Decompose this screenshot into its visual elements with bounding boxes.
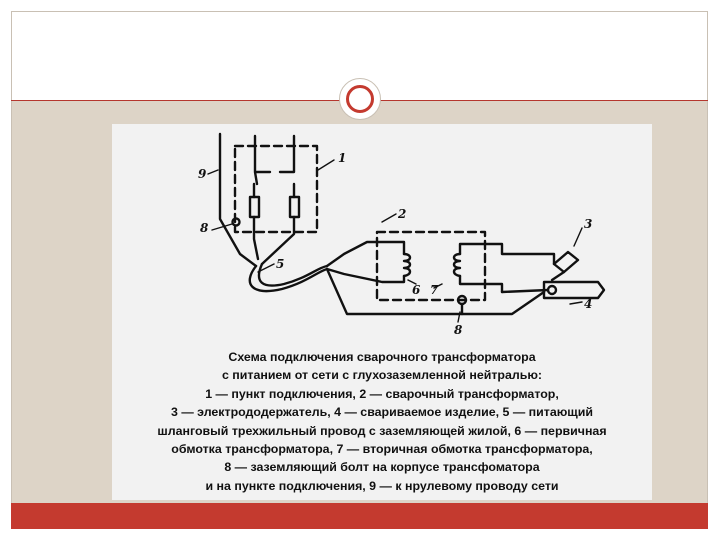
return-lead: [502, 290, 548, 292]
label-3: 3: [584, 217, 593, 231]
primary-winding-6: [404, 254, 410, 276]
label-6: 6: [412, 283, 421, 297]
label-2: 2: [398, 207, 407, 221]
secondary-winding-7: [454, 254, 460, 276]
workpiece-4: [544, 282, 604, 298]
electrode-holder-3: [554, 252, 578, 272]
caption-line: 3 — электрододержатель, 4 — свариваемое изделие, 5 — питающий: [171, 405, 593, 420]
primary-lead-bottom: [327, 269, 404, 282]
label-7: 7: [430, 283, 439, 297]
electrode-tip: [552, 272, 564, 280]
footer-bar: [11, 503, 708, 529]
caption-line: обмотка трансформатора, 7 — вторичная обмотка трансформатора,: [171, 442, 593, 457]
primary-lead-top: [327, 242, 404, 266]
label-4: 4: [584, 297, 593, 311]
diagram-caption: [112, 348, 652, 495]
secondary-lead-bottom: [460, 276, 502, 292]
label-1: 1: [338, 151, 347, 165]
fuse-right: [290, 197, 299, 217]
decorative-circle-icon: [339, 78, 381, 120]
connection-point-box: [235, 146, 317, 232]
wiring-diagram: [112, 124, 652, 349]
fuse-left-leads: [254, 184, 258, 259]
label-8-transformer: 8: [454, 323, 463, 337]
workpiece-clamp: [548, 286, 556, 294]
phase-wire-a: [255, 136, 270, 184]
phase-wire-b: [280, 136, 294, 172]
scanned-diagram-image: [112, 124, 652, 500]
decorative-ring-icon: [346, 85, 374, 113]
caption-line: и на пункте подключения, 9 — к нрулевому проводу сети: [205, 478, 559, 493]
fuse-right-leads: [262, 184, 294, 264]
fuse-left: [250, 197, 259, 217]
caption-line: Схема подключения сварочного трансформатора: [228, 350, 536, 364]
caption-line: с питанием от сети с глухозаземленной нейтралью:: [221, 368, 543, 383]
label-9: 9: [198, 167, 207, 181]
label-5: 5: [276, 257, 285, 271]
caption-line: шланговый трехжильный провод с заземляющей жилой, 6 — первичная: [157, 423, 607, 438]
caption-line: 8 — заземляющий болт на корпусе трансфоматора: [224, 460, 540, 475]
label-8-connection: 8: [200, 221, 209, 235]
secondary-lead-top: [460, 244, 554, 264]
caption-line: 1 — пункт подключения, 2 — сварочный трансформатор,: [205, 386, 559, 401]
